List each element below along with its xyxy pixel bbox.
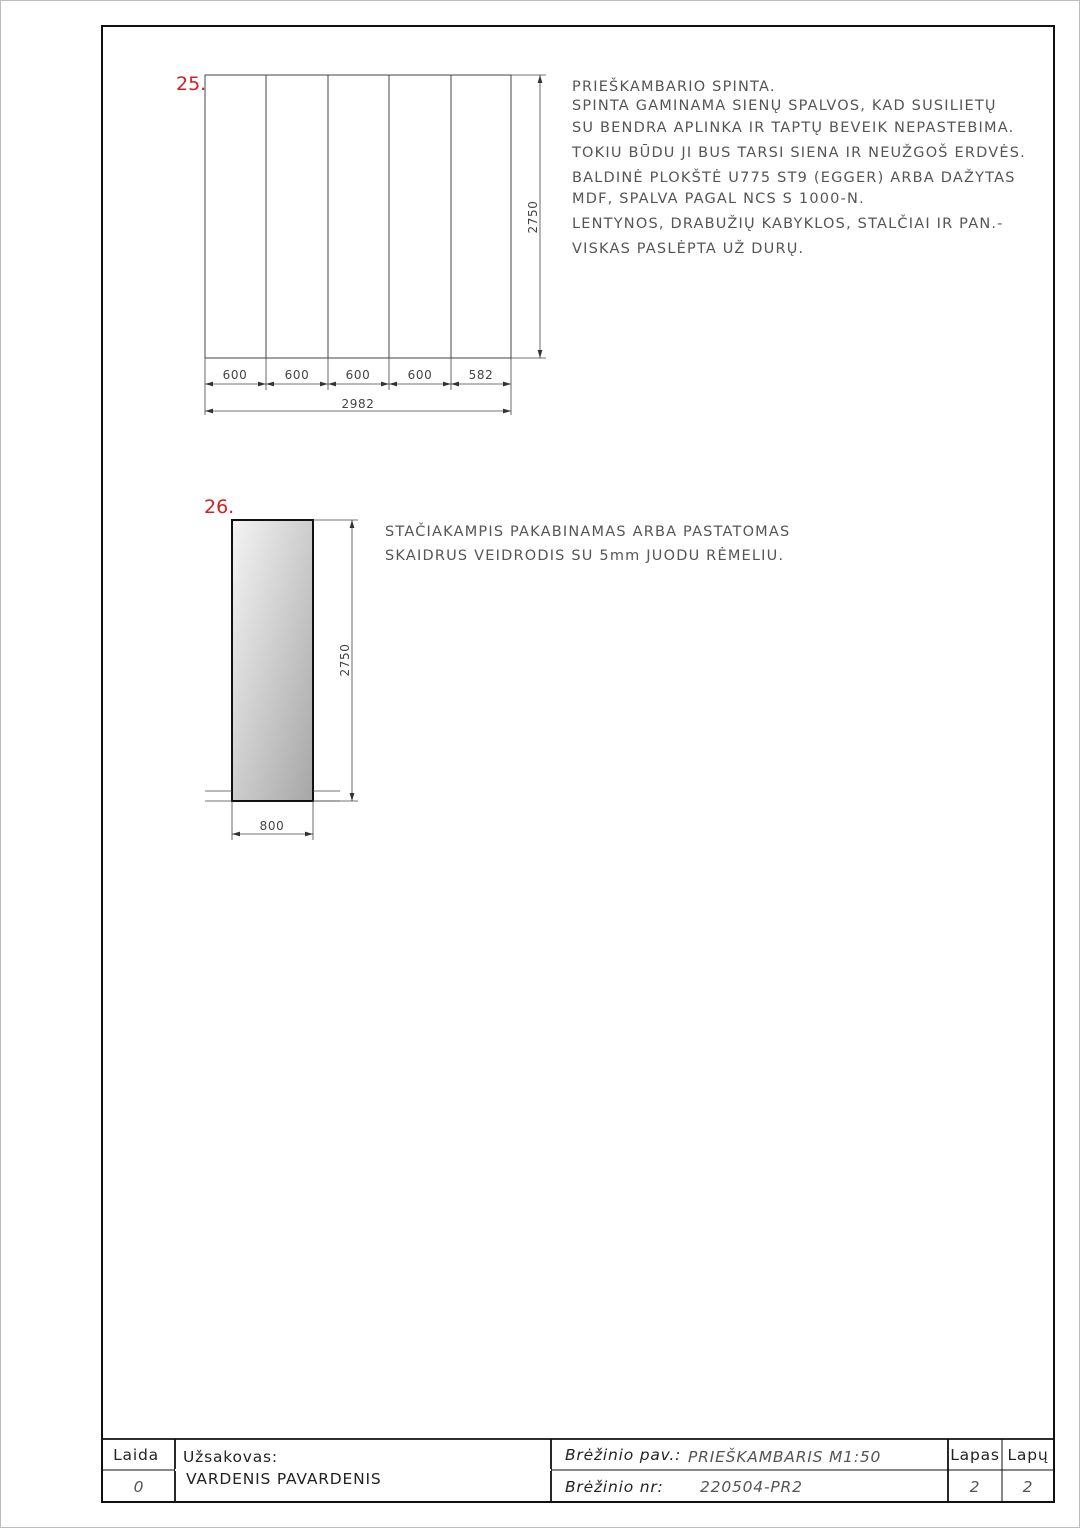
item-26-number: 26. (204, 496, 235, 518)
item-25-notes (571, 77, 1026, 257)
sheet-value: 2 (969, 1478, 981, 1496)
svg-text:VISKAS PASLĖPTA UŽ DURŲ.: VISKAS PASLĖPTA UŽ DURŲ. (572, 241, 805, 257)
laida-label: Laida (113, 1446, 159, 1464)
sheet-label: Lapas (950, 1446, 1000, 1464)
mirror-width-label: 800 (259, 819, 285, 833)
svg-text:SKAIDRUS VEIDRODIS SU 5mm JUOD: SKAIDRUS VEIDRODIS SU 5mm JUODU RĖMELIU. (385, 548, 785, 564)
wardrobe-height-label: 2750 (526, 200, 540, 234)
panel-dim-label: 582 (468, 368, 494, 382)
drawing-no-value: 220504-PR2 (700, 1478, 803, 1496)
item-25-number: 25. (176, 73, 207, 95)
item-26-mirror (204, 496, 790, 840)
svg-text:STAČIAKAMPIS PAKABINAMAS ARBA: STAČIAKAMPIS PAKABINAMAS ARBA PASTATOMAS (385, 524, 791, 540)
title-block (102, 1439, 1054, 1502)
drawing-name-value: PRIEŠKAMBARIS M1:50 (688, 1448, 882, 1466)
svg-text:MDF, SPALVA PAGAL NCS S 1000-N: MDF, SPALVA PAGAL NCS S 1000-N. (572, 191, 865, 207)
svg-text:BALDINĖ PLOKŠTĖ U775 ST9 (EGGE: BALDINĖ PLOKŠTĖ U775 ST9 (EGGER) ARBA DAŽYTAS (572, 170, 1016, 186)
svg-text:TOKIU BŪDU JI BUS TARSI SIENA: TOKIU BŪDU JI BUS TARSI SIENA IR NEUŽGOŠ ERDVĖS. (572, 145, 1026, 161)
client-value: VARDENIS PAVARDENIS (186, 1470, 382, 1488)
mirror-elevation (232, 520, 313, 801)
drawing-name-label: Brėžinio pav.: (565, 1446, 682, 1464)
panel-dim-label: 600 (222, 368, 248, 382)
item-25-wardrobe (176, 73, 1026, 415)
svg-text:PRIEŠKAMBARIO SPINTA.: PRIEŠKAMBARIO SPINTA. (572, 79, 776, 95)
drawing-no-label: Brėžinio nr: (565, 1478, 664, 1496)
wardrobe-total-width-label: 2982 (341, 397, 375, 411)
client-label: Užsakovas: (183, 1448, 278, 1466)
panel-dim-label: 600 (407, 368, 433, 382)
mirror-height-label: 2750 (338, 643, 352, 677)
laida-value: 0 (133, 1478, 145, 1496)
wardrobe-elevation (205, 75, 511, 358)
panel-dim-label: 600 (284, 368, 310, 382)
svg-text:SPINTA GAMINAMA SIENŲ SPALVOS,: SPINTA GAMINAMA SIENŲ SPALVOS, KAD SUSILIETŲ (572, 98, 997, 114)
svg-text:LENTYNOS, DRABUŽIŲ KABYKLOS, S: LENTYNOS, DRABUŽIŲ KABYKLOS, STALČIAI IR PAN.- (572, 216, 1004, 232)
item-26-notes (385, 522, 790, 564)
svg-text:SU BENDRA APLINKA IR TAPTŲ BEV: SU BENDRA APLINKA IR TAPTŲ BEVEIK NEPASTEBIMA. (572, 120, 1015, 136)
sheets-value: 2 (1022, 1478, 1034, 1496)
sheets-label: Lapų (1007, 1446, 1049, 1464)
panel-dim-label: 600 (345, 368, 371, 382)
